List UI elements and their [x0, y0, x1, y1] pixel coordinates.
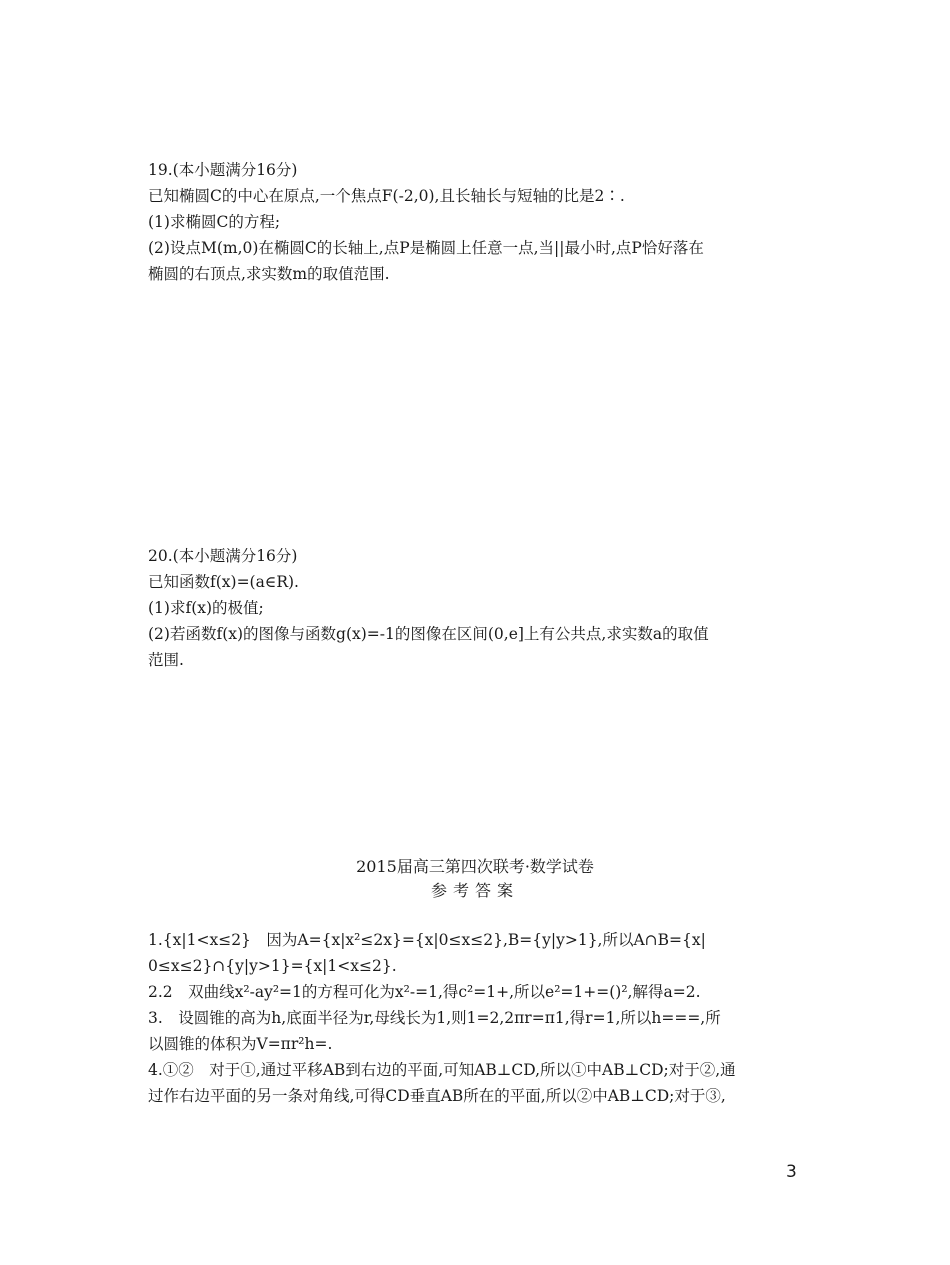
- q20-header: 20.(本小题满分16分): [148, 547, 298, 565]
- answer-3-line2: 以圆锥的体积为V=πr²h=.: [148, 1035, 333, 1053]
- answers-title: 2015届高三第四次联考·数学试卷: [356, 857, 594, 876]
- answer-2: 2.2 双曲线x²-ay²=1的方程可化为x²-=1,得c²=1+,所以e²=1+=()²,解得a=2.: [148, 983, 701, 1001]
- q20-part2-line2: 范围.: [148, 651, 184, 669]
- q19-part2-line1: (2)设点M(m,0)在椭圆C的长轴上,点P是椭圆上任意一点,当||最小时,点P恰好落在: [148, 239, 704, 257]
- q19-part2-line2: 椭圆的右顶点,求实数m的取值范围.: [148, 265, 390, 283]
- page-number: 3: [786, 1162, 797, 1182]
- answer-4-line1: 4.①② 对于①,通过平移AB到右边的平面,可知AB⊥CD,所以①中AB⊥CD;对于②,通: [148, 1061, 736, 1079]
- q19-part1: (1)求椭圆C的方程;: [148, 213, 281, 231]
- answer-4-line2: 过作右边平面的另一条对角线,可得CD垂直AB所在的平面,所以②中AB⊥CD;对于③,: [148, 1087, 726, 1105]
- answer-3-line1: 3. 设圆锥的高为h,底面半径为r,母线长为1,则1=2,2πr=π1,得r=1,所以h===,所: [148, 1009, 721, 1027]
- q20-part1: (1)求f(x)的极值;: [148, 599, 264, 617]
- answer-1-line1: 1.{x|1<x≤2} 因为A={x|x²≤2x}={x|0≤x≤2},B={y|y>1},所以A∩B={x|: [148, 931, 706, 949]
- answers-subtitle: 参考答案: [430, 881, 519, 900]
- q19-statement: 已知椭圆C的中心在原点,一个焦点F(-2,0),且长轴长与短轴的比是2∶.: [148, 187, 625, 205]
- q19-header: 19.(本小题满分16分): [148, 161, 298, 179]
- q20-statement: 已知函数f(x)=(a∈R).: [148, 573, 299, 591]
- q20-part2-line1: (2)若函数f(x)的图像与函数g(x)=-1的图像在区间(0,e]上有公共点,求实数a的取值: [148, 625, 709, 643]
- answer-1-line2: 0≤x≤2}∩{y|y>1}={x|1<x≤2}.: [148, 957, 397, 975]
